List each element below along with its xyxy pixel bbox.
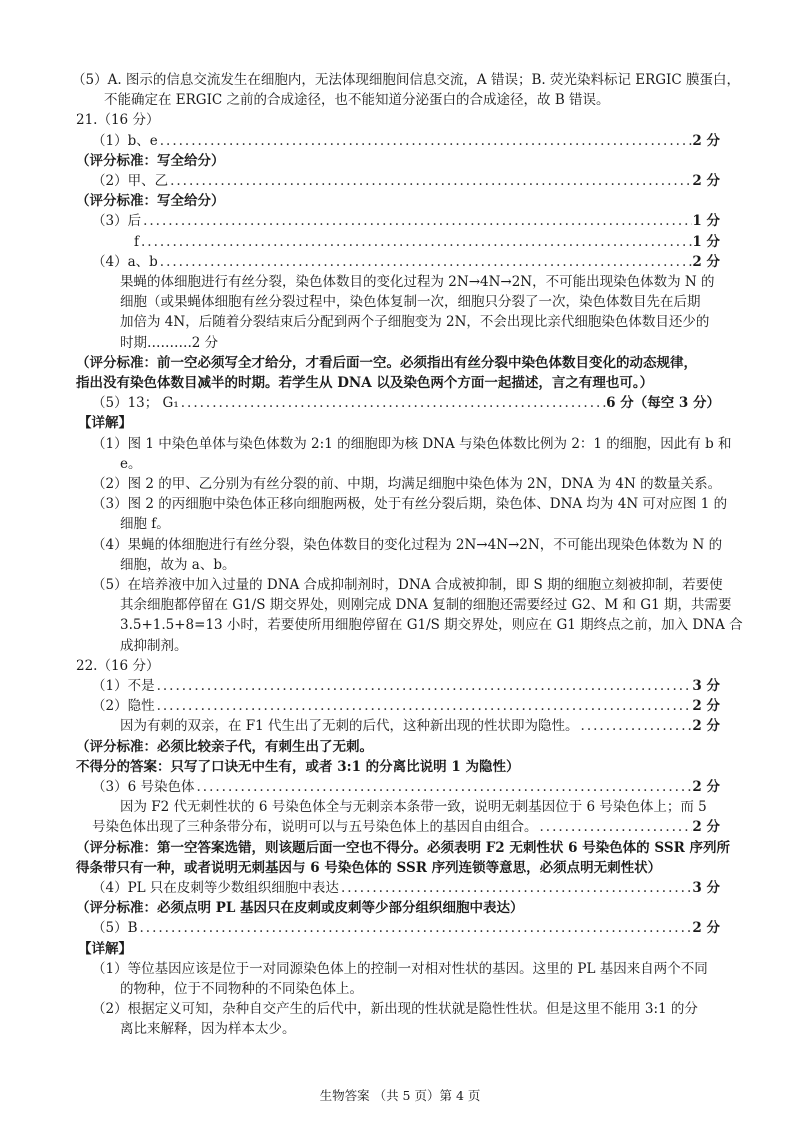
answer-score: 2 分: [692, 779, 720, 795]
answer-text: （3）6 号染色体: [92, 779, 195, 795]
q22-answer-2: [92, 696, 720, 716]
q21-detail-5-line1: （5）在培养液中加入过量的 DNA 合成抑制剂时，DNA 合成被抑制，即 S 期的细胞立刻被抑制，若要使: [92, 577, 723, 593]
page-footer: 生物答案 （共 5 页）第 4 页: [319, 1088, 481, 1103]
q21-answer-3b: [134, 232, 720, 252]
q21-detail-3-line2: 细胞 f。: [120, 516, 170, 532]
answer-score: 2 分: [692, 133, 720, 149]
answer-score: 2 分: [692, 698, 720, 714]
q20-part5-line2: 不能确定在 ERGIC 之前的合成途径，也不能知道分泌蛋白的合成途径，故 B 错误。: [104, 92, 610, 108]
answer-text: （2）隐性: [92, 698, 155, 714]
answer-score: 2 分: [692, 920, 720, 936]
q21-detail-2: （2）图 2 的甲、乙分别为有丝分裂的前、中期，均满足细胞中染色体为 2N，DNA 为 4N 的数量关系。: [92, 476, 722, 492]
q21-answer-5: [92, 393, 720, 413]
q21-answer-3a: [92, 211, 720, 231]
q21-answer-2: [92, 171, 720, 191]
q21-standard-1: （评分标准：写全给分）: [76, 153, 225, 169]
q22-standard-3-line2: 得条带只有一种，或者说明无刺基因与 6 号染色体的 SSR 序列连锁等意思，必须点明无刺性状）: [76, 860, 662, 876]
q21-standard-2: （评分标准：写全给分）: [76, 193, 225, 209]
q22-standard-4: （评分标准：必须点明 PL 基因只在皮刺或皮刺等少部分组织细胞中表达）: [76, 900, 524, 916]
answer-score: 1 分: [692, 234, 720, 250]
answer-score: 2 分: [692, 718, 720, 734]
q22-standard-3-line1: （评分标准：第一空答案选错，则该题后面一空也不得分。必须表明 F2 无刺性状 6 号染色体的 SSR 序列所: [76, 840, 730, 856]
q21-detail-4-line2: 细胞，故为 a、b。: [120, 557, 236, 573]
answer-text: （4）a、b: [92, 254, 158, 270]
q21-answer-4-line1: 果蝇的体细胞进行有丝分裂，染色体数目的变化过程为 2N→4N→2N，不可能出现染色体数为 N 的: [120, 274, 715, 290]
answer-text: 因为有刺的双亲，在 F1 代生出了无刺的后代，这种新出现的性状即为隐性。: [120, 718, 579, 734]
q21-detail-1-line1: （1）图 1 中染色单体与染色体数为 2:1 的细胞即为核 DNA 与染色体数比例为 2：1 的细胞，因此有 b 和: [92, 436, 732, 452]
answer-text: （5）13； G₁: [92, 395, 179, 411]
answer-score: 6 分（每空 3 分）: [606, 395, 720, 411]
q21-answer-4-line3: 加倍为 4N，后随着分裂结束后分配到两个子细胞变为 2N，不会出现比亲代细胞染色体数目还少的: [120, 314, 710, 330]
q22-answer-3-line2: [92, 817, 720, 837]
answer-score: 1 分: [692, 213, 720, 229]
q21-detail-5-line2: 其余细胞都停留在 G1/S 期交界处，则刚完成 DNA 复制的细胞还需要经过 G2、M 和 G1 期，共需要: [120, 597, 732, 613]
q22-answer-5: [92, 918, 720, 938]
q22-detail-title: 【详解】: [78, 941, 132, 957]
q22-answer-3-line1: 因为 F2 代无刺性状的 6 号染色体全与无刺亲本条带一致，说明无刺基因位于 6 号染色体上；而 5: [120, 799, 707, 815]
q22-detail-1-line2: 的物种，位于不同物种的不同染色体上。: [120, 981, 363, 997]
q22-standard-2: （评分标准：必须比较亲子代，有刺生出了无刺。: [76, 739, 373, 755]
q22-detail-2-line1: （2）根据定义可知，杂种自交产生的后代中，新出现的性状就是隐性性状。但是这里不能用 3:1 的分: [92, 1001, 698, 1017]
answer-score: 3 分: [692, 678, 720, 694]
answer-text: （5）B: [92, 920, 138, 936]
answer-text: （2）甲、乙: [92, 173, 169, 189]
q21-standard-4-line2: 指出没有染色体数目减半的时期。若学生从 DNA 以及染色两个方面一起描述，言之有理也可。）: [76, 375, 654, 391]
q21-title: 21.（16 分）: [76, 112, 160, 128]
answer-score: 3 分: [692, 880, 720, 896]
q21-answer-1: [92, 131, 720, 151]
q22-answer-4: [92, 878, 720, 898]
answer-text: （4）PL 只在皮刺等少数组织细胞中表达: [92, 880, 339, 896]
q22-no-score-answer: 不得分的答案：只写了口诀无中生有，或者 3:1 的分离比说明 1 为隐性）: [76, 759, 520, 775]
answer-text: f: [134, 234, 139, 250]
answer-score: 2 分: [692, 819, 720, 835]
q21-detail-3-line1: （3）图 2 的丙细胞中染色体正移向细胞两极，处于有丝分裂后期，染色体、DNA 均为 4N 可对应图 1 的: [92, 496, 728, 512]
q22-answer-3: [92, 777, 720, 797]
q21-standard-4-line1: （评分标准：前一空必须写全才给分，才看后面一空。必须指出有丝分裂中染色体数目变化的动态规律，: [76, 355, 697, 371]
q21-detail-5-line4: 成抑制剂。: [120, 638, 188, 654]
q22-detail-2-line2: 离比来解释，因为样本太少。: [120, 1021, 296, 1037]
q21-detail-5-line3: 3.5+1.5+8=13 小时，若要使所用细胞停留在 G1/S 期交界处，则应在 G1 期终点之前，加入 DNA 合: [120, 617, 743, 633]
q22-detail-1-line1: （1）等位基因应该是位于一对同源染色体上的控制一对相对性状的基因。这里的 PL 基因来自两个不同: [92, 961, 708, 977]
q21-answer-4: [92, 252, 720, 272]
q20-part5-line1: （5）A. 图示的信息交流发生在细胞内，无法体现细胞间信息交流，A 错误；B. 荧光染料标记 ERGIC 膜蛋白，: [72, 72, 741, 88]
q22-title: 22.（16 分）: [76, 658, 160, 674]
q21-answer-4-line4: 时期……….2 分: [120, 335, 219, 351]
answer-text: （3）后: [92, 213, 142, 229]
q21-answer-4-line2: 细胞（或果蝇体细胞有丝分裂过程中，染色体复制一次，细胞只分裂了一次，染色体数目先在后期: [120, 294, 701, 310]
answer-score: 2 分: [692, 173, 720, 189]
q22-answer-1: [92, 676, 720, 696]
q22-answer-2-reason: [120, 716, 720, 736]
answer-text: （1）b、e: [92, 133, 158, 149]
answer-text: 号染色体出现了三种条带分布，说明可以与五号染色体上的基因自由组合。: [92, 819, 538, 835]
q21-detail-title: 【详解】: [78, 415, 132, 431]
answer-score: 2 分: [692, 254, 720, 270]
q21-detail-4-line1: （4）果蝇的体细胞进行有丝分裂，染色体数目的变化过程为 2N→4N→2N，不可能出现染色体数为 N 的: [92, 537, 723, 553]
answer-text: （1）不是: [92, 678, 155, 694]
q21-detail-1-line2: e。: [120, 456, 142, 472]
